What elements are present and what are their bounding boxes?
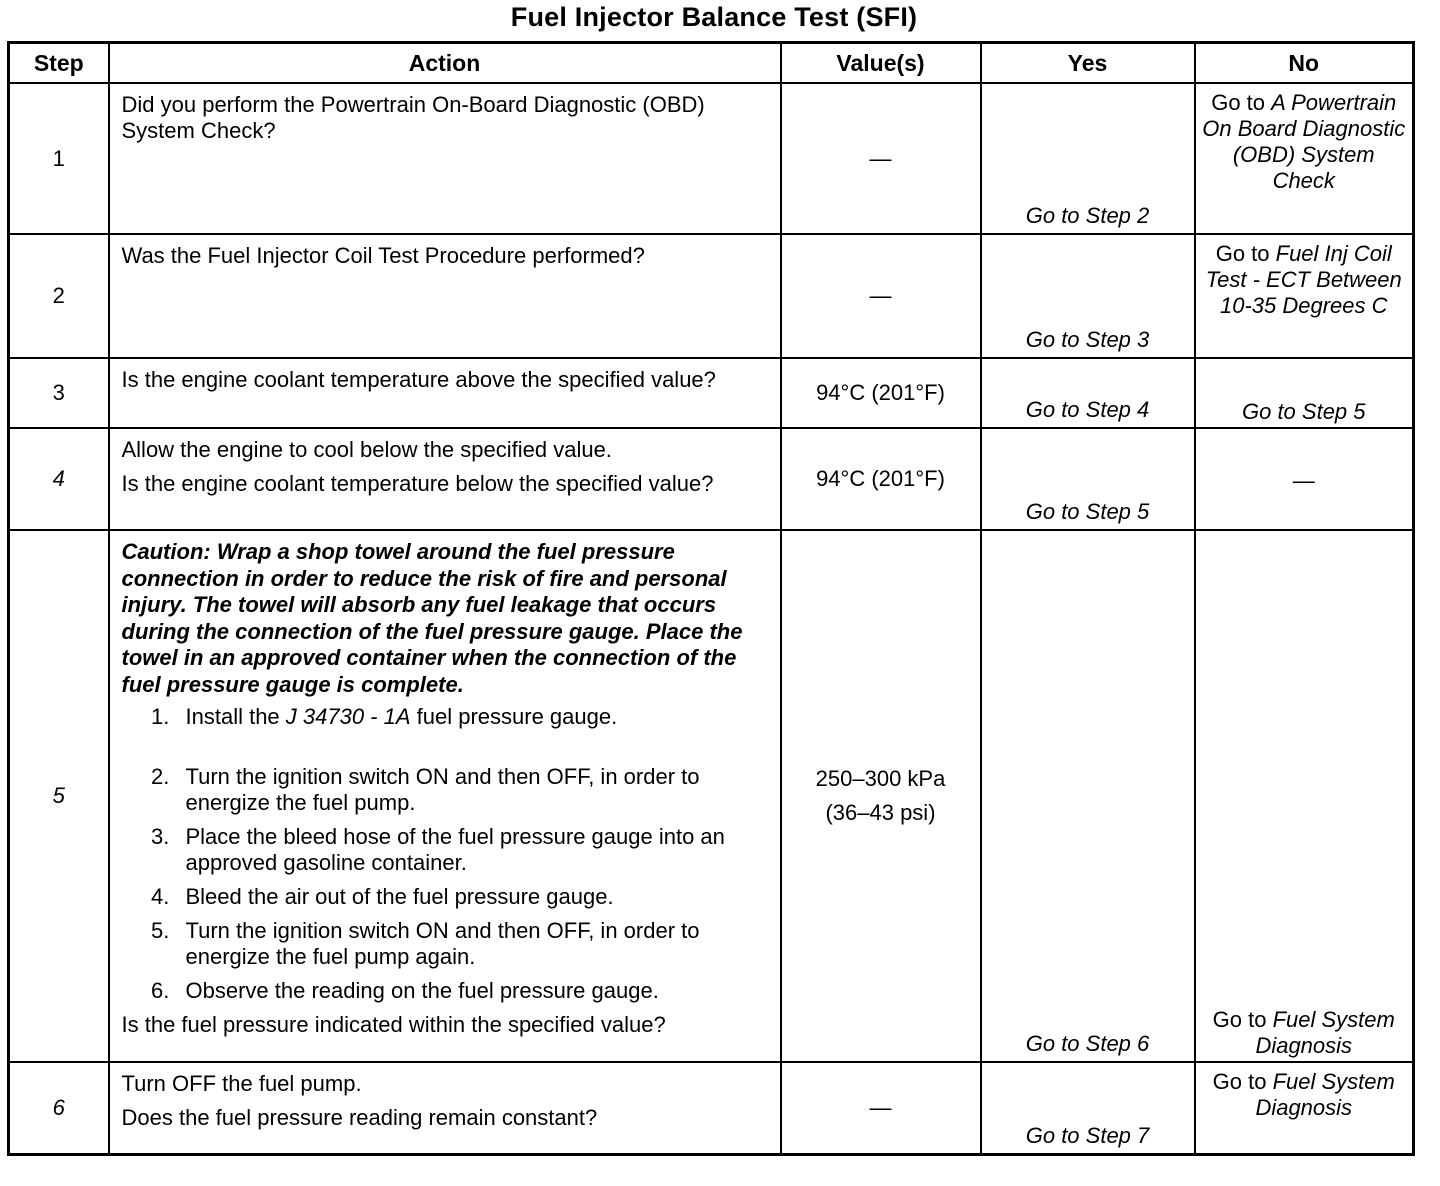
step-number: 2	[9, 234, 109, 358]
yes-link[interactable]: Go to Step 5	[981, 428, 1195, 530]
no-cell[interactable]	[1195, 1062, 1414, 1154]
no-cell[interactable]	[1195, 530, 1414, 1062]
no-prefix: Go to	[1211, 90, 1272, 115]
list-item	[176, 704, 770, 730]
no-reference[interactable]: Fuel Inj Coil Test - ECT Between 10-35 Degrees C	[1205, 241, 1402, 318]
substep-list	[122, 704, 770, 1004]
page-title: Fuel Injector Balance Test (SFI)	[510, 2, 918, 32]
yes-link[interactable]: Go to Step 4	[981, 358, 1195, 428]
action-cell	[109, 234, 781, 358]
value-cell: 94°C (201°F)	[781, 428, 981, 530]
value-cell: —	[781, 1062, 981, 1154]
action-cell	[109, 83, 781, 234]
value-cell: —	[781, 83, 981, 234]
table-row	[9, 1062, 1414, 1154]
table-row	[9, 234, 1414, 358]
value-cell: —	[781, 234, 981, 358]
value-cell: 94°C (201°F)	[781, 358, 981, 428]
no-cell: —	[1195, 428, 1414, 530]
step-number: 4	[9, 428, 109, 530]
no-cell[interactable]	[1195, 234, 1414, 358]
step-number: 1	[9, 83, 109, 234]
action-question: Is the engine coolant temperature below the specified value?	[121, 471, 714, 496]
no-reference[interactable]: Fuel System Diagnosis	[1255, 1007, 1395, 1058]
action-cell	[109, 428, 781, 530]
header-no: No	[1195, 43, 1414, 84]
list-item: 4. Bleed the air out of the fuel pressure gauge.	[176, 884, 770, 910]
value-kpa: 250–300 kPa	[815, 766, 946, 791]
step-number: 6	[9, 1062, 109, 1154]
no-prefix: Go to	[1215, 241, 1276, 266]
caution-text: Caution: Wrap a shop towel around the fuel pressure connection in order to reduce the risk of fire and personal injury. The towel will absorb any fuel leakage that occurs during the connection of the fuel pressure gauge. Place the towel in an approved container when the connection of the fuel pressure gauge is complete.	[121, 539, 743, 697]
action-question: Is the fuel pressure indicated within the specified value?	[121, 1012, 666, 1037]
list-item: 5. Turn the ignition switch ON and then OFF, in order to energize the fuel pump again.	[176, 918, 770, 970]
table-row	[9, 83, 1414, 234]
yes-link[interactable]: Go to Step 6	[981, 530, 1195, 1062]
list-item: 2. Turn the ignition switch ON and then OFF, in order to energize the fuel pump.	[176, 764, 770, 816]
action-question: Does the fuel pressure reading remain constant?	[121, 1105, 598, 1130]
action-text: Did you perform the Powertrain On-Board Diagnostic (OBD) System Check?	[121, 92, 705, 143]
table-row	[9, 428, 1414, 530]
action-cell	[109, 530, 781, 1062]
table-header-row	[9, 43, 1414, 84]
table-row	[9, 358, 1414, 428]
action-text: Turn OFF the fuel pump.	[121, 1071, 362, 1096]
action-cell	[109, 358, 781, 428]
yes-link[interactable]: Go to Step 3	[981, 234, 1195, 358]
header-values: Value(s)	[781, 43, 981, 84]
no-prefix: Go to	[1212, 1007, 1273, 1032]
header-step: Step	[9, 43, 109, 84]
no-prefix: Go to	[1212, 1069, 1273, 1094]
diagnostic-table	[7, 41, 1415, 1156]
list-item: 6. Observe the reading on the fuel pressure gauge.	[176, 978, 770, 1004]
no-cell[interactable]	[1195, 83, 1414, 234]
value-psi: (36–43 psi)	[825, 800, 936, 825]
no-reference[interactable]: A Powertrain On Board Diagnostic (OBD) System Check	[1202, 90, 1406, 193]
action-text: Allow the engine to cool below the specified value.	[121, 437, 612, 462]
value-cell	[781, 530, 981, 1062]
table-row	[9, 530, 1414, 1062]
substep-text: fuel pressure gauge.	[410, 704, 618, 729]
no-link[interactable]: Go to Step 5	[1195, 358, 1414, 428]
action-cell	[109, 1062, 781, 1154]
step-number: 3	[9, 358, 109, 428]
action-text: Was the Fuel Injector Coil Test Procedure performed?	[121, 243, 645, 268]
tool-reference: J 34730 - 1A	[285, 704, 411, 729]
step-number: 5	[9, 530, 109, 1062]
substep-text: Install the	[185, 704, 286, 729]
action-text: Is the engine coolant temperature above the specified value?	[121, 367, 716, 392]
header-action: Action	[109, 43, 781, 84]
yes-link[interactable]: Go to Step 7	[981, 1062, 1195, 1154]
header-yes: Yes	[981, 43, 1195, 84]
yes-link[interactable]: Go to Step 2	[981, 83, 1195, 234]
list-item: 3. Place the bleed hose of the fuel pressure gauge into an approved gasoline container.	[176, 824, 770, 876]
no-reference[interactable]: Fuel System Diagnosis	[1255, 1069, 1395, 1120]
